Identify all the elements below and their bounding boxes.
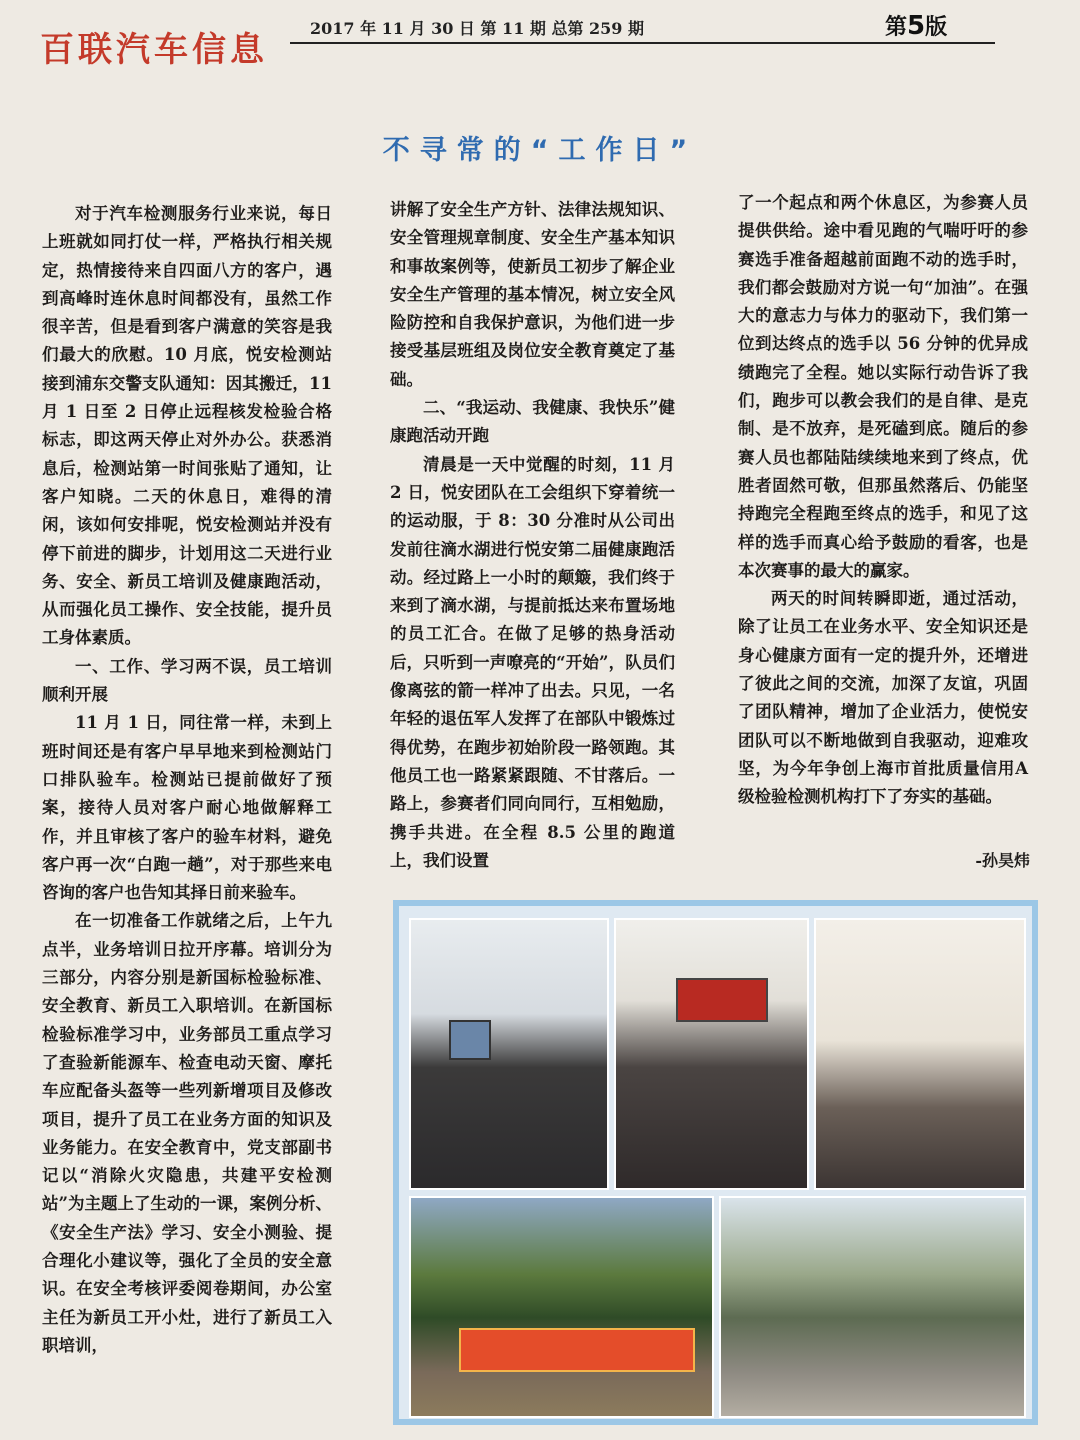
- article-column-3: [738, 189, 1028, 812]
- section-heading: 一、工作、学习两不误，员工培训顺利开展: [42, 656, 332, 705]
- page-number-digit: 5: [907, 11, 926, 41]
- paragraph: 在一切准备工作就绪之后，上午九点半，业务培训日拉开序幕。培训分为三部分，内容分别是新国标检验标准、安全教育、新员工入职培训。在新国标检验标准学习中，业务部员工重点学习了查验新能源车、检查电动天窗、摩托车应配备头盔等一些列新增项目及修改项目，提升了员工在业务方面的知识及业务能力。在安全教育中，党支部副书记以“消除火灾隐患，共建平安检测站”为主题上了生动的一课，案例分析、《安全生产法》学习、安全小测验、提合理化小建议等，强化了全员的安全意识。在安全考核评委阅卷期间，办公室主任为新员工开小灶，进行了新员工入职培训，: [42, 911, 332, 1355]
- red-banner: [459, 1328, 695, 1372]
- paragraph: 清晨是一天中觉醒的时刻，11 月 2 日，悦安团队在工会组织下穿着统一的运动服，于 8：30 分准时从公司出发前往滴水湖进行悦安第二届健康跑活动。经过路上一小时的颠簸，我们终于来到了滴水湖，与提前抵达来布置场地的员工汇合。在做了足够的热身活动后，只听到一声嘹亮的“开始”，队员们像离弦的箭一样冲了出去。只见，一名年轻的退伍军人发挥了在部队中锻炼过得优势，在跑步初始阶段一路领跑。其他员工也一路紧紧跟随、不甘落后。一路上，参赛者们同向同行，互相勉励，携手共进。在全程 8.5 公里的跑道上，我们设置: [390, 454, 675, 870]
- masthead-title: 百联汽车信息: [40, 30, 268, 70]
- group-banner-photo: [409, 1196, 714, 1418]
- paragraph: 了一个起点和两个休息区，为参赛人员提供供给。途中看见跑的气喘吁吁的参赛选手准备超越前面跑不动的选手时，我们都会鼓励对方说一句“加油”。在强大的意志力与体力的驱动下，我们第一位到达终点的选手以 56 分钟的优异成绩跑完了全程。她以实际行动告诉了我们，跑步可以教会我们的是自律、是克制、是不放弃，是死磕到底。随后的参赛人员也都陆陆续续地来到了终点，优胜者固然可敬，但那虽然落后、仍能坚持跑完全程跑至终点的选手，和见了这样的选手而真心给予鼓励的看客，也是本次赛事的最大的赢家。: [738, 193, 1028, 580]
- section-heading: 二、“我运动、我健康、我快乐”健康跑活动开跑: [390, 398, 675, 446]
- page-prefix: 第: [885, 15, 908, 40]
- exam-session-photo: [814, 918, 1026, 1190]
- paragraph: 对于汽车检测服务行业来说，每日上班就如同打仗一样，严格执行相关规定，热情接待来自四面八方的客户，遇到高峰时连休息时间都没有，虽然工作很辛苦，但是看到客户满意的笑容是我们最大的欣慰。10 月底，悦安检测站接到浦东交警支队通知：因其搬迁，11 月 1 日至 2 日停止远程核发检验合格标志，即这两天停止对外办公。获悉消息后，检测站第一时间张贴了通知，让客户知晓。二天的休息日，难得的清闲，该如何安排呢，悦安检测站并没有停下前进的脚步，计划用这二天进行业务、安全、新员工培训及健康跑活动，从而强化员工操作、安全技能，提升员工身体素质。: [42, 204, 332, 648]
- running-event-photo: [719, 1196, 1026, 1418]
- paragraph: 讲解了安全生产方针、法律法规知识、安全管理规章制度、安全生产基本知识和事故案例等，使新员工初步了解企业安全生产管理的基本情况，树立安全风险防控和自我保护意识，为他们进一步接受基层班组及岗位安全教育奠定了基础。: [390, 200, 675, 389]
- issue-date-line: 2017 年 11 月 30 日 第 11 期 总第 259 期: [310, 19, 645, 38]
- lecture-hall-photo: [614, 918, 809, 1190]
- page-number: [885, 10, 947, 41]
- paragraph: 两天的时间转瞬即逝，通过活动，除了让员工在业务水平、安全知识还是身心健康方面有一定的提升外，还增进了彼此之间的交流，加深了友谊，巩固了团队精神，增加了企业活力，使悦安团队可以不断地做到自我驱动，迎难攻坚，为今年争创上海市首批质量信用A级检验检测机构打下了夯实的基础。: [738, 589, 1028, 807]
- training-room-photo: [409, 918, 609, 1190]
- photo-collage: [393, 900, 1038, 1425]
- paragraph: 11 月 1 日，同往常一样，未到上班时间还是有客户早早地来到检测站门口排队验车。检测站已提前做好了预案，接待人员对客户耐心地做解释工作，并且审核了客户的验车材料，避免客户再一次“白跑一趟”，对于那些来电咨询的客户也告知其择日前来验车。: [42, 713, 332, 903]
- red-display-screen: [676, 978, 768, 1022]
- page-suffix: 版: [925, 15, 948, 40]
- projector-screen: [449, 1020, 491, 1060]
- article-title: 不寻常的“工作日”: [382, 135, 698, 166]
- article-column-2: [390, 196, 675, 875]
- article-column-1: [42, 200, 332, 1360]
- header-rule: [290, 42, 995, 44]
- author-byline: -孙昊炜: [975, 851, 1030, 870]
